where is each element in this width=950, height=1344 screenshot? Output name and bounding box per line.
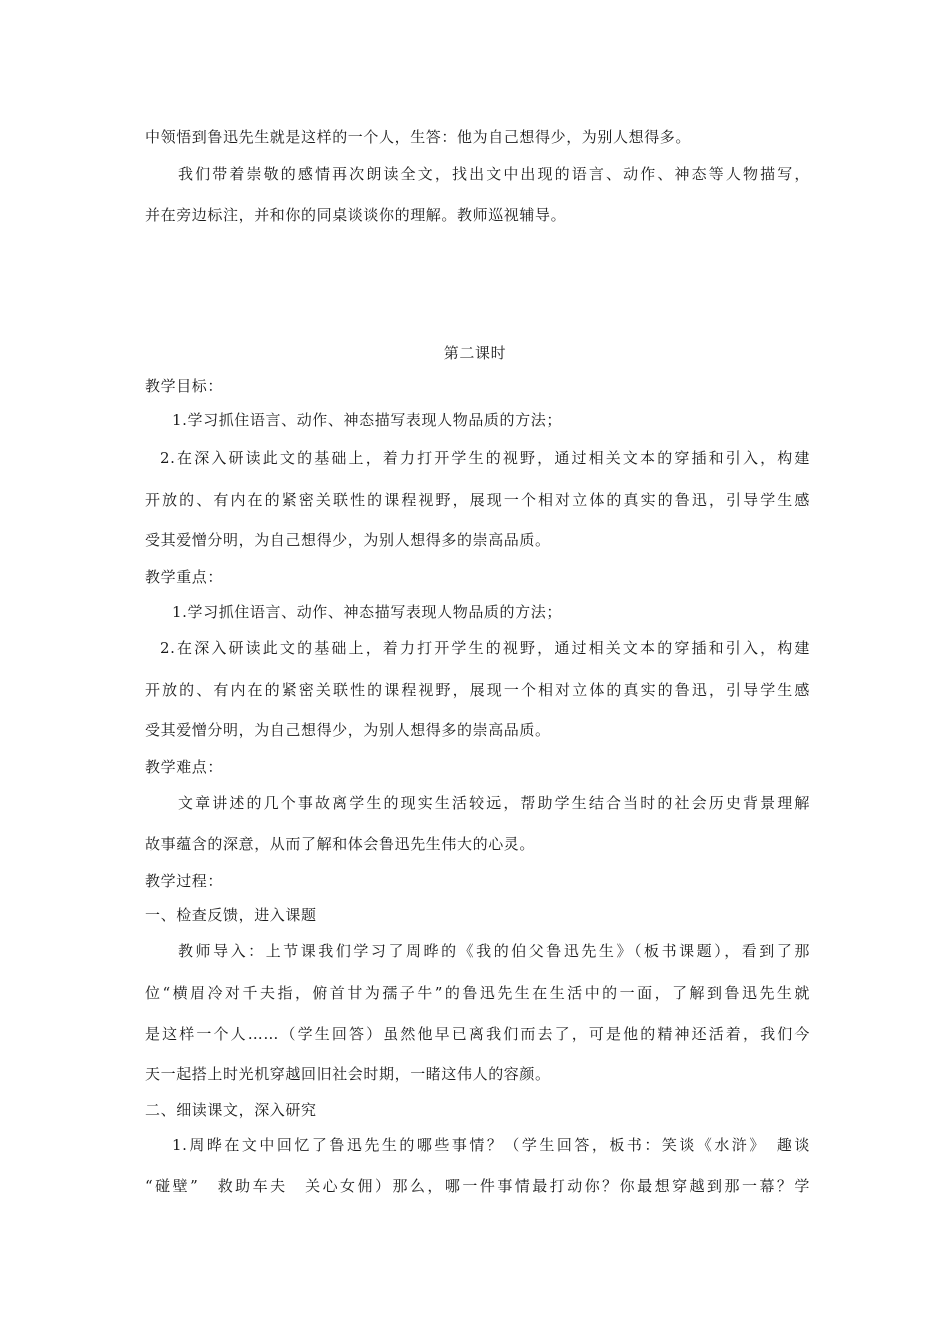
paragraph-line: 受其爱憎分明，为自己想得少，为别人想得多的崇高品质。 — [145, 721, 551, 739]
paragraph-line: 受其爱憎分明，为自己想得少，为别人想得多的崇高品质。 — [145, 531, 551, 549]
paragraph-line: 故事蕴含的深意，从而了解和体会鲁迅先生伟大的心灵。 — [145, 835, 536, 853]
list-item: 1.学习抓住语言、动作、神态描写表现人物品质的方法； — [172, 411, 562, 429]
paragraph-line: 位“横眉冷对千夫指，俯首甘为孺子牛”的鲁迅先生在生活中的一面，了解到鲁迅先生就 — [145, 984, 810, 1002]
list-item: 1.学习抓住语言、动作、神态描写表现人物品质的方法； — [172, 603, 562, 621]
list-item: 2.在深入研读此文的基础上，着力打开学生的视野，通过相关文本的穿插和引入，构建 — [160, 639, 810, 657]
subheading: 一、检查反馈，进入课题 — [145, 906, 317, 924]
paragraph-line: 是这样一个人……（学生回答）虽然他早已离我们而去了，可是他的精神还活着，我们今 — [145, 1025, 810, 1043]
subheading: 二、细读课文，深入研究 — [145, 1101, 317, 1119]
list-item: 1.周晔在文中回忆了鲁迅先生的哪些事情？（学生回答，板书：笑谈《水浒》 趣谈 — [172, 1136, 810, 1154]
paragraph-line: 天一起搭上时光机穿越回旧社会时期，一睹这伟人的容颜。 — [145, 1065, 551, 1083]
paragraph-line: 中领悟到鲁迅先生就是这样的一个人，生答：他为自己想得少，为别人想得多。 — [145, 128, 692, 146]
heading-key-points: 教学重点： — [145, 568, 224, 586]
paragraph-line: 教师导入：上节课我们学习了周晔的《我的伯父鲁迅先生》（板书课题），看到了那 — [178, 942, 810, 960]
heading-difficulties: 教学难点： — [145, 758, 224, 776]
paragraph-line: 并在旁边标注，并和你的同桌谈谈你的理解。教师巡视辅导。 — [145, 206, 567, 224]
paragraph-line: 开放的、有内在的紧密关联性的课程视野，展现一个相对立体的真实的鲁迅，引导学生感 — [145, 491, 810, 509]
section-title: 第二课时 — [443, 344, 507, 362]
heading-teaching-goals: 教学目标： — [145, 377, 224, 395]
heading-process: 教学过程： — [145, 872, 224, 890]
list-item: 2.在深入研读此文的基础上，着力打开学生的视野，通过相关文本的穿插和引入，构建 — [160, 449, 810, 467]
paragraph-line: 我们带着崇敬的感情再次朗读全文，找出文中出现的语言、动作、神态等人物描写， — [178, 165, 810, 183]
paragraph-line: 开放的、有内在的紧密关联性的课程视野，展现一个相对立体的真实的鲁迅，引导学生感 — [145, 681, 810, 699]
paragraph-line: 文章讲述的几个事故离学生的现实生活较远，帮助学生结合当时的社会历史背景理解 — [178, 794, 810, 812]
paragraph-line: “碰壁” 救助车夫 关心女佣）那么，哪一件事情最打动你？你最想穿越到那一幕？学 — [145, 1177, 810, 1195]
